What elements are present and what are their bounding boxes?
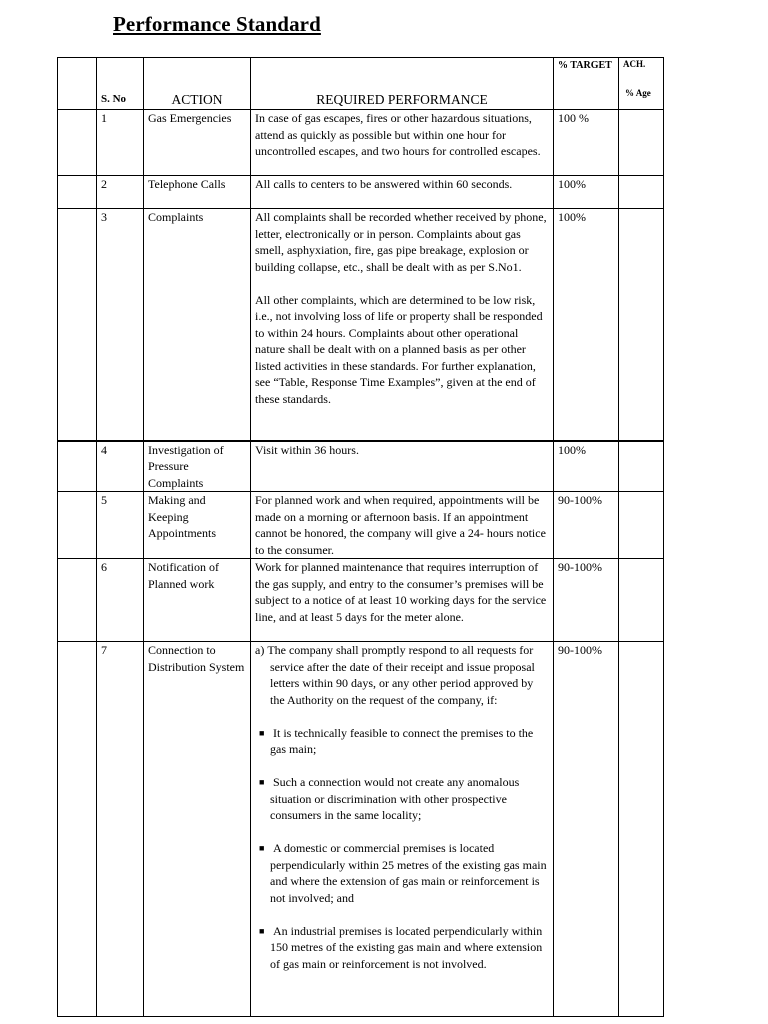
row-sno: 3 (97, 209, 144, 441)
blank-cell (58, 642, 97, 1017)
row-sno: 4 (97, 441, 144, 492)
blank-cell (58, 110, 97, 176)
row-performance (251, 110, 554, 176)
bullet-icon: ■ (259, 727, 265, 738)
blank-cell (58, 441, 97, 492)
performance-text: All calls to centers to be answered within 60 seconds. (255, 177, 513, 191)
performance-text: Visit within 36 hours. (255, 442, 359, 457)
table-row (58, 559, 664, 642)
performance-intro (255, 642, 549, 708)
blank-cell (58, 209, 97, 441)
row-ach (619, 110, 664, 176)
row-performance (251, 441, 554, 492)
item-marker: a) (255, 643, 265, 657)
row-target: 100 % (554, 110, 619, 176)
bullet-icon: ■ (259, 925, 265, 936)
row-performance (251, 492, 554, 559)
row-sno: 1 (97, 110, 144, 176)
performance-text: All complaints shall be recorded whether received by phone, letter, electronically or in person. Complaints about gas smell, asphyxiation, fire, gas pipe breakage, explosion or building collapse, etc., shall be dealt with as per S.No1. (255, 210, 547, 274)
performance-table (57, 57, 664, 1017)
row-sno: 6 (97, 559, 144, 642)
table-row (58, 492, 664, 559)
row-target: 90-100% (554, 559, 619, 642)
bullet-item: ■ Such a connection would not create any anomalous situation or discrimination with other prospective consumers in the same locality; (259, 775, 520, 822)
table-row (58, 642, 664, 1017)
header-required-performance: REQUIRED PERFORMANCE (251, 58, 554, 110)
bullet-icon: ■ (259, 777, 265, 787)
table-row (58, 209, 664, 441)
row-action: Complaints (144, 209, 251, 441)
row-action: Telephone Calls (144, 176, 251, 209)
row-target: 90-100% (554, 642, 619, 1017)
row-ach (619, 642, 664, 1017)
header-ach (619, 58, 664, 110)
performance-text: Work for planned maintenance that requires interruption of the gas supply, and entry to the consumer’s premises will be subject to a notice of at least 10 working days for the service line, and at least 5 days for the meter alone. (255, 560, 547, 624)
row-target: 100% (554, 209, 619, 441)
row-ach (619, 492, 664, 559)
row-performance (251, 642, 554, 1017)
table-row (58, 176, 664, 209)
row-ach (619, 441, 664, 492)
row-action: Connection to Distribution System (144, 642, 251, 1017)
blank-cell (58, 559, 97, 642)
row-performance (251, 176, 554, 209)
blank-cell (58, 176, 97, 209)
page-title: Performance Standard (113, 12, 321, 36)
header-ach-percent: % Age (625, 88, 651, 98)
row-action: Making and Keeping Appointments (144, 492, 251, 559)
row-action: Notification of Planned work (144, 559, 251, 642)
row-ach (619, 209, 664, 441)
blank-cell (58, 492, 97, 559)
row-performance (251, 559, 554, 642)
performance-text: In case of gas escapes, fires or other hazardous situations, attend as quickly as possible but within one hour for uncontrolled escapes, and two hours for controlled escapes. (255, 111, 541, 158)
blank-cell (58, 58, 97, 110)
row-ach (619, 176, 664, 209)
row-action: Gas Emergencies (144, 110, 251, 176)
bullet-item: ■ An industrial premises is located perpendicularly within 150 metres of the existing gas main and where extension of gas main or reinforcement is not involved. (259, 923, 543, 971)
row-sno: 2 (97, 176, 144, 209)
row-target: 90-100% (554, 492, 619, 559)
row-sno: 7 (97, 642, 144, 1017)
row-target: 100% (554, 441, 619, 492)
header-row (58, 58, 664, 110)
header-ach-label: ACH. (623, 59, 646, 69)
table-row (58, 441, 664, 492)
row-sno: 5 (97, 492, 144, 559)
bullet-item: ■ A domestic or commercial premises is located perpendicularly within 25 metres of the existing gas main and where the extension of gas main or reinforcement is not involved; and (259, 841, 547, 905)
row-performance (251, 209, 554, 441)
header-sno: S. No (97, 58, 144, 110)
table-row (58, 110, 664, 176)
performance-text: The company shall promptly respond to all requests for service after the date of their receipt and issue proposal letters within 90 days, or any other period approved by the Authority on the request of the company, if: (267, 643, 535, 707)
performance-text: All other complaints, which are determined to be low risk, i.e., not involving loss of life or property shall be responded to within 24 hours. Complaints about other operational nature shall be dealt with on a planned basis as per other listed activities in these standards. For further explanation, see “Table, Response Time Examples”, given at the end of these standards. (255, 292, 543, 406)
header-target: % TARGET (554, 58, 619, 110)
row-ach (619, 559, 664, 642)
row-target: 100% (554, 176, 619, 209)
performance-text: For planned work and when required, appointments will be made on a morning or afternoon basis. If an appointment cannot be honored, the company will give a 24- hours notice to the consumer. (255, 493, 546, 557)
row-action: Investigation of Pressure Complaints (144, 441, 251, 492)
bullet-icon: ■ (259, 843, 265, 853)
header-action: ACTION (144, 58, 251, 110)
bullet-item: ■ It is technically feasible to connect the premises to the gas main; (259, 725, 534, 756)
